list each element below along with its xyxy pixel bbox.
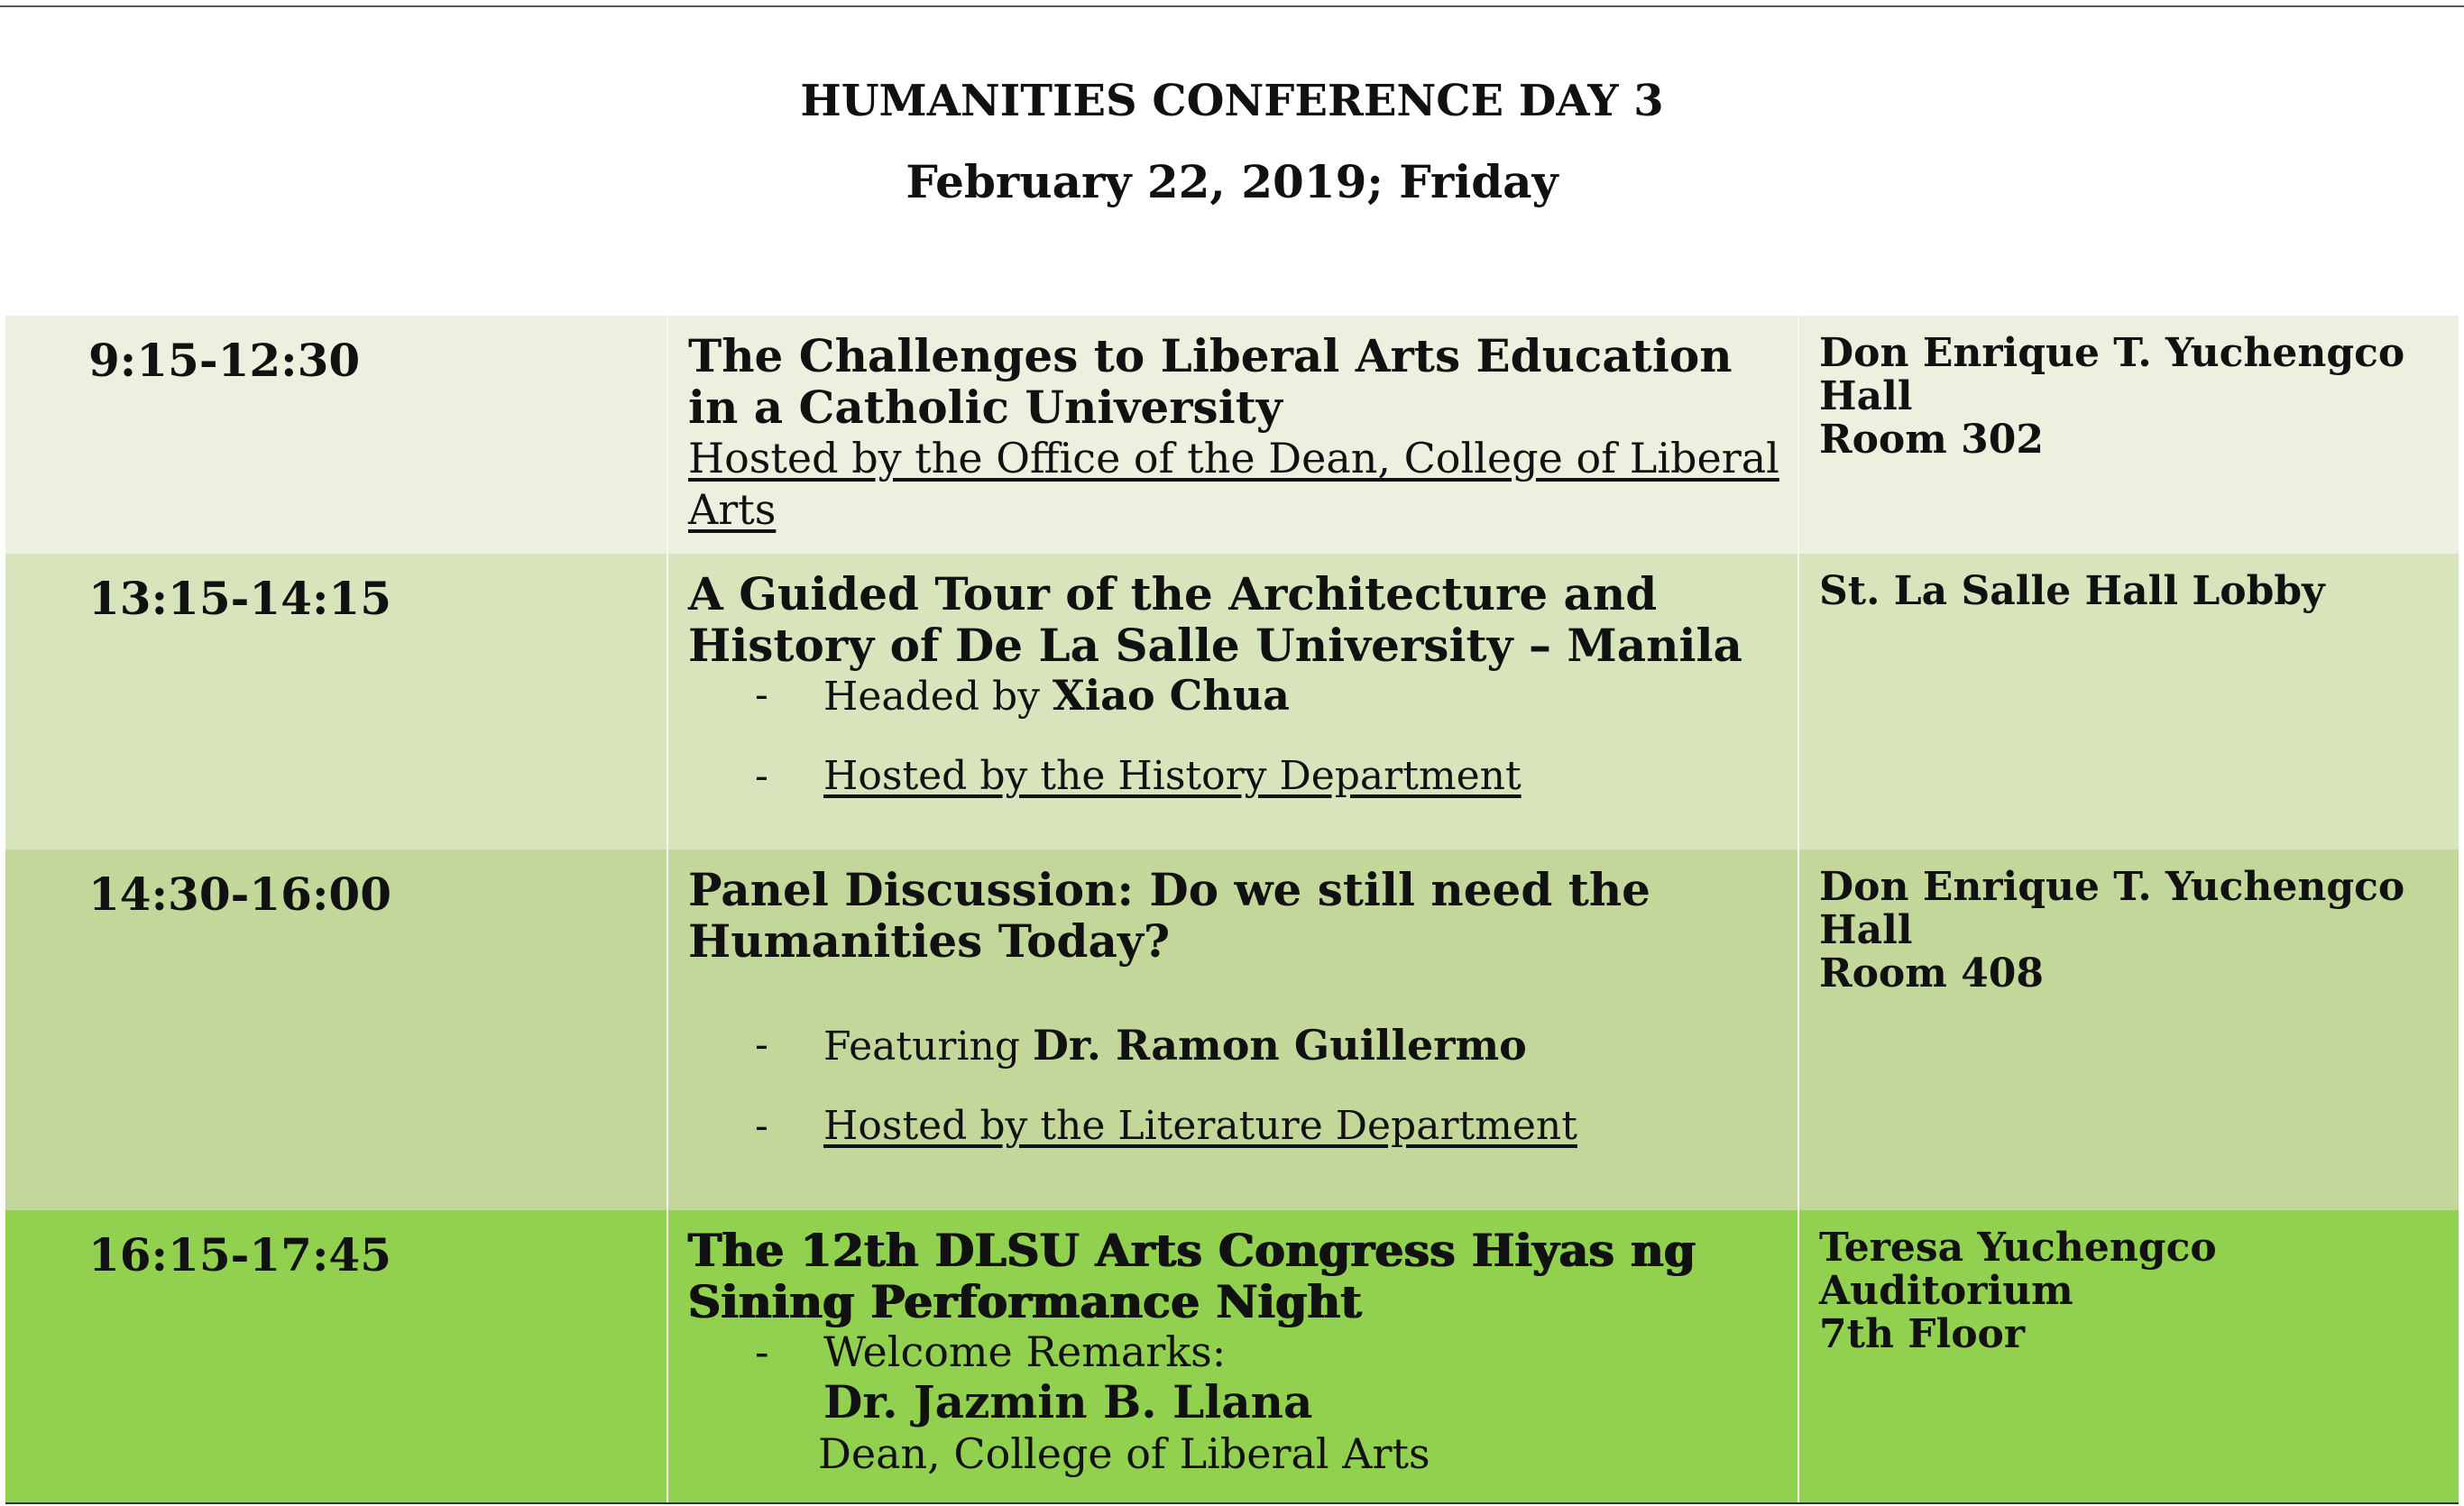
venue-cell	[1799, 849, 2459, 1210]
venue-line: 7th Floor	[1819, 1311, 2026, 1357]
event-host-link[interactable]: Hosted by the Office of the Dean, College of Liberal Arts	[688, 434, 1779, 534]
speaker-role: Dean, College of Liberal Arts	[818, 1429, 1430, 1478]
venue-cell	[1799, 1210, 2459, 1504]
person-name: Dr. Ramon Guillermo	[1033, 1021, 1527, 1070]
venue-line: Room 408	[1819, 950, 2044, 996]
bullet-text: Welcome Remarks:	[823, 1327, 1227, 1376]
venue-cell	[1799, 554, 2459, 849]
bullet-prefix: Featuring	[823, 1024, 1034, 1070]
schedule-table	[5, 316, 2459, 1504]
bullet-dash: -	[755, 1327, 769, 1376]
bullet-item	[688, 752, 1779, 801]
time-cell: 13:15-14:15	[88, 572, 391, 625]
person-name: Xiao Chua	[1053, 671, 1290, 720]
bullet-item	[688, 1327, 1779, 1376]
bottom-rule	[5, 1502, 2459, 1504]
bullet-prefix: Headed by	[823, 674, 1053, 720]
bullet-dash: -	[755, 1103, 768, 1149]
event-cell	[667, 849, 1799, 1210]
bullet-dash: -	[755, 753, 768, 799]
venue-cell	[1799, 316, 2459, 554]
page-subtitle: February 22, 2019; Friday	[906, 155, 1558, 208]
schedule-row	[5, 316, 2459, 554]
top-rule	[0, 5, 2464, 7]
page-title: HUMANITIES CONFERENCE DAY 3	[800, 76, 1664, 126]
time-cell: 14:30-16:00	[88, 868, 391, 921]
event-title: A Guided Tour of the Architecture and History of De La Salle University – Manila	[688, 567, 1742, 672]
bullet-item	[688, 1021, 1779, 1071]
speaker-name: Dr. Jazmin B. Llana	[823, 1375, 1313, 1428]
event-cell	[667, 554, 1799, 849]
time-cell: 16:15-17:45	[88, 1228, 391, 1281]
schedule-row	[5, 1210, 2459, 1504]
bullet-item	[688, 1102, 1779, 1151]
bullet-dash: -	[755, 672, 768, 718]
schedule-row	[5, 554, 2459, 849]
venue-line: Don Enrique T. Yuchengco Hall	[1819, 864, 2405, 953]
venue-line: St. La Salle Hall Lobby	[1819, 568, 2325, 614]
bullet-item	[688, 671, 1779, 721]
venue-line: Don Enrique T. Yuchengco Hall	[1819, 330, 2405, 419]
venue-line: Teresa Yuchengco Auditorium	[1819, 1225, 2217, 1314]
event-cell	[667, 1210, 1799, 1504]
event-title: The Challenges to Liberal Arts Education in a Catholic University	[688, 329, 1733, 434]
host-link[interactable]: Hosted by the Literature Department	[823, 1103, 1577, 1149]
bullet-dash: -	[755, 1022, 768, 1068]
event-cell	[667, 316, 1799, 554]
event-title: The 12th DLSU Arts Congress Hiyas ng Sining Performance Night	[688, 1224, 1696, 1328]
host-link[interactable]: Hosted by the History Department	[823, 753, 1522, 799]
schedule-row	[5, 849, 2459, 1210]
venue-line: Room 302	[1819, 417, 2044, 463]
time-cell: 9:15-12:30	[88, 334, 361, 387]
event-title: Panel Discussion: Do we still need the Humanities Today?	[688, 863, 1650, 968]
